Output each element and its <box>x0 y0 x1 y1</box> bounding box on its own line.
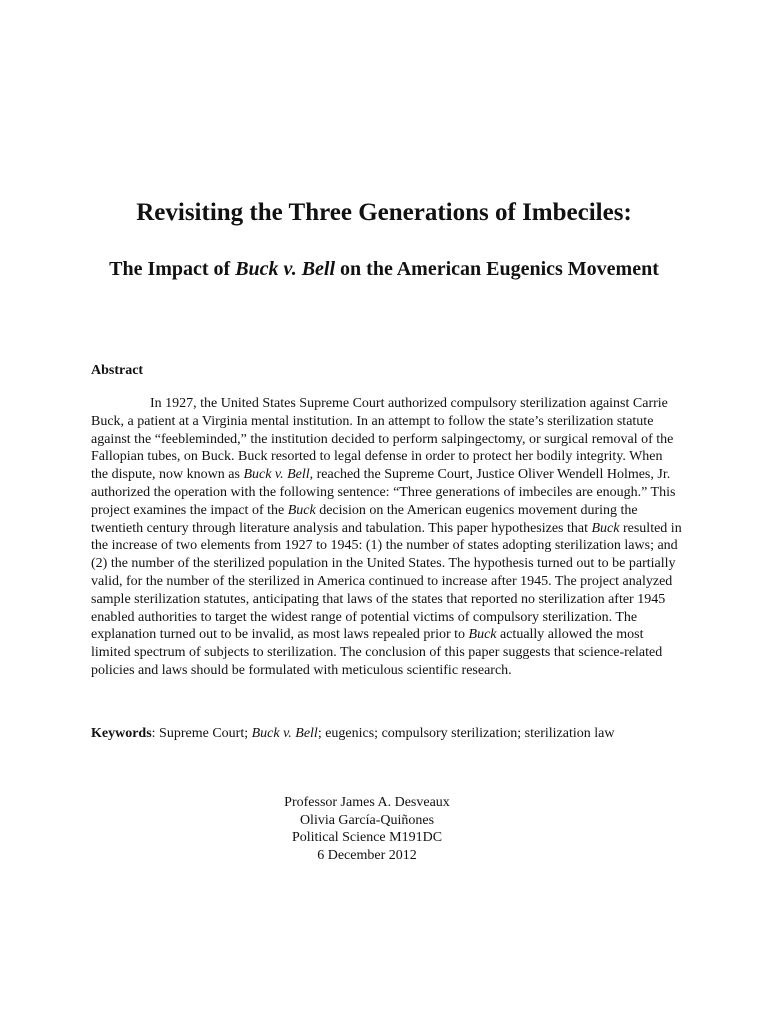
abstract-segment: , reached the Supreme Court, Justice Oliver Wendell Holmes, Jr. authorized the operation with the following sentence: “Three generations of imbeciles are enough.” This project examines the impact of the <box>91 467 676 518</box>
advisor-name: Professor James A. Desveaux <box>284 795 450 810</box>
paper-title: Revisiting the Three Generations of Imbeciles: <box>136 199 632 226</box>
keywords-segment-italic: Buck v. Bell <box>251 726 318 741</box>
subtitle-case-name: Buck v. Bell <box>235 258 336 280</box>
paper-subtitle <box>100 256 668 283</box>
abstract-segment: decision on the American eugenics movement during the twentieth century through literature analysis and tabulation. This paper hypothesizes that <box>91 502 638 536</box>
keywords-label: Keywords <box>91 726 152 741</box>
abstract-body <box>91 395 683 680</box>
abstract-segment-italic: Buck <box>591 520 620 536</box>
abstract-segment: resulted in the increase of two elements from 1927 to 1945: (1) the number of states adopting sterilization laws; and (2) the number of the sterilized population in the United States. The hypothesis turned out to be partially valid, for the number of the sterilized in America continued to increase after 1945. The project analyzed sample sterilization statutes, anticipating that laws of the states that reported no sterilization after 1945 enabled authorities to target the widest range of potential victims of compulsory sterilization. The explanation turned out to be invalid, as most laws repealed prior to <box>91 520 682 643</box>
course-name: Political Science M191DC <box>291 830 443 845</box>
abstract-segment: In 1927, the United States Supreme Court authorized compulsory sterilization against Carrie Buck, a patient at a Virginia mental institution. In an attempt to follow the state’s sterilization statute against the “feebleminded,” the institution decided to perform salpingectomy, or surgical removal of the Fallopian tubes, on Buck. Buck resorted to legal defense in order to protect her bodily integrity. When the dispute, now known as <box>91 396 674 483</box>
keywords-segment: ; eugenics; compulsory sterilization; sterilization law <box>317 726 615 741</box>
author-block <box>0 794 734 864</box>
subtitle-suffix: on the American Eugenics Movement <box>335 258 659 280</box>
abstract-segment-italic: Buck <box>468 627 497 643</box>
keywords-line <box>91 725 691 743</box>
abstract-heading: Abstract <box>91 363 144 378</box>
abstract-segment-italic: Buck v. Bell <box>243 467 310 483</box>
paper-date: 6 December 2012 <box>317 847 417 863</box>
abstract-segment-italic: Buck <box>287 502 316 518</box>
subtitle-prefix: The Impact of <box>109 258 236 280</box>
keywords-segment: : Supreme Court; <box>151 726 252 741</box>
author-name: Olivia García-Quiñones <box>299 812 435 828</box>
abstract-segment: actually allowed the most limited spectrum of subjects to sterilization. The conclusion of this paper suggests that science-related policies and laws should be formulated with meticulous scientific research. <box>91 627 663 678</box>
